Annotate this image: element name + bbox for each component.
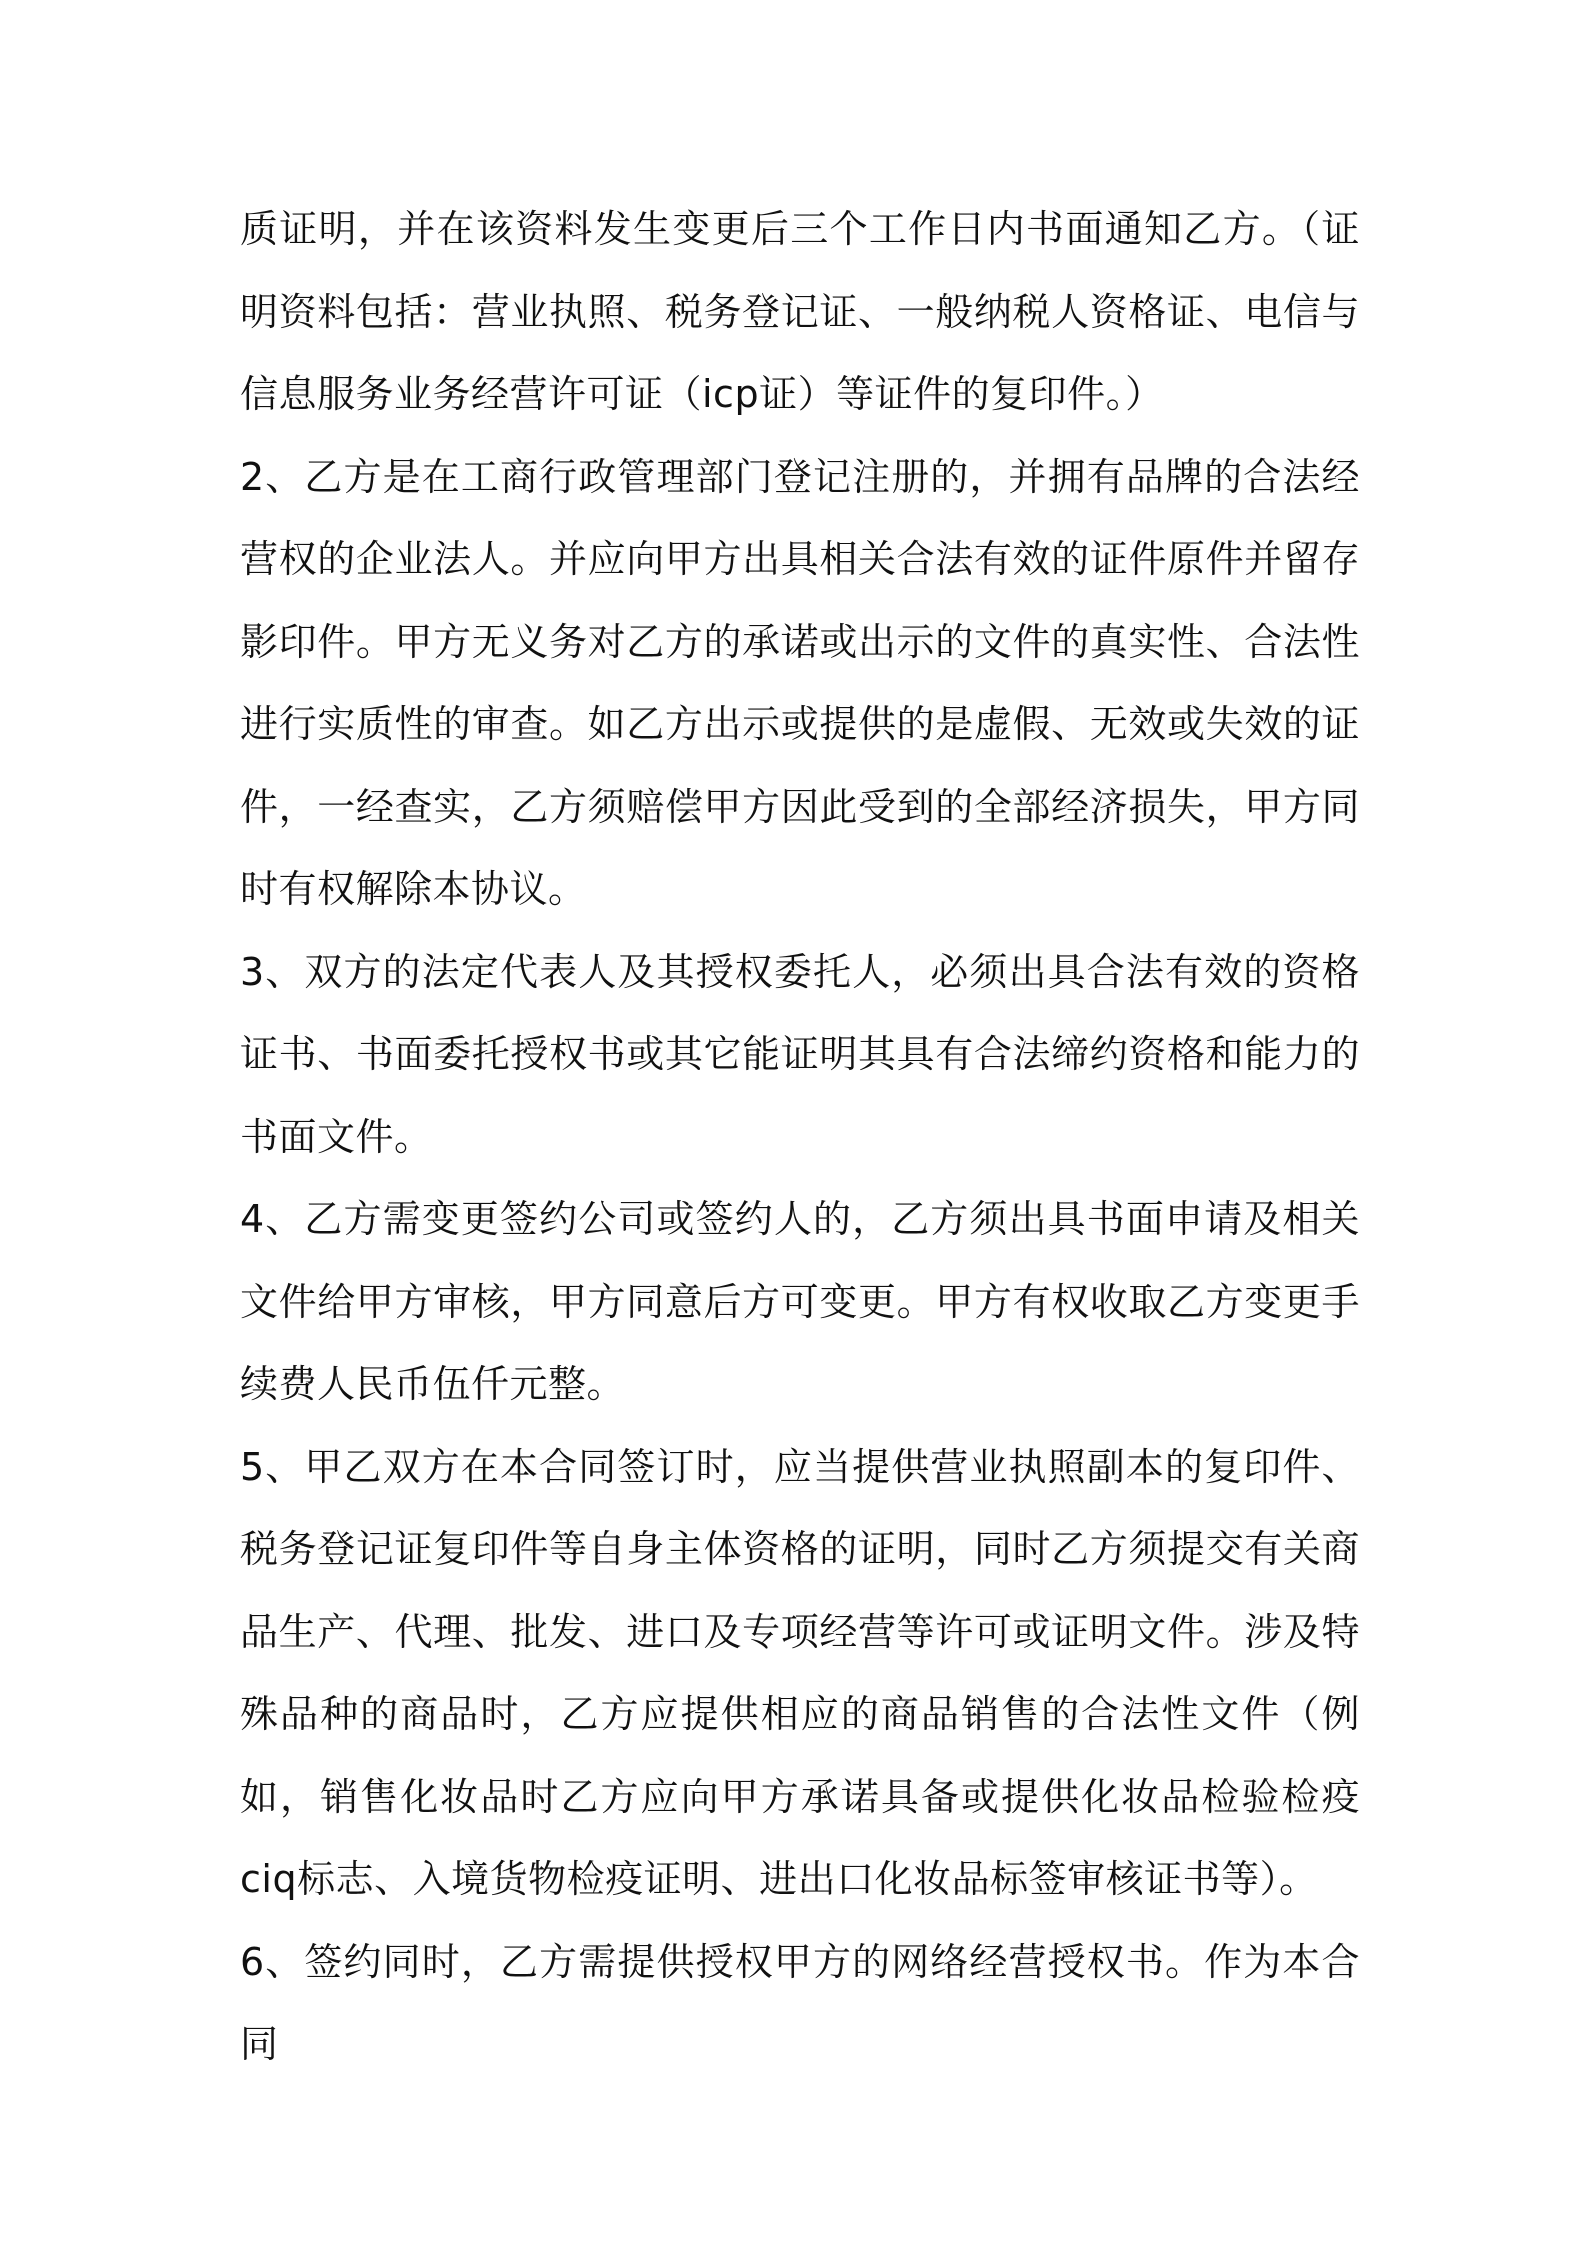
paragraph-5: 5、甲乙双方在本合同签订时，应当提供营业执照副本的复印件、税务登记证复印件等自身主体资格的证明，同时乙方须提交有关商品生产、代理、批发、进口及专项经营等许可或证明文件。涉及特殊品种的商品时，乙方应提供相应的商品销售的合法性文件（例如，销售化妆品时乙方应向甲方承诺具备或提供化妆品检验检疫ciq标志、入境货物检疫证明、进出口化妆品标签审核证书等）。 bbox=[240, 1444, 1360, 1901]
paragraph-1: 质证明，并在该资料发生变更后三个工作日内书面通知乙方。（证明资料包括：营业执照、税务登记证、一般纳税人资格证、电信与信息服务业务经营许可证（icp证）等证件的复印件。） bbox=[240, 207, 1360, 416]
paragraph-3: 3、双方的法定代表人及其授权委托人，必须出具合法有效的资格证书、书面委托授权书或其它能证明其具有合法缔约资格和能力的书面文件。 bbox=[240, 949, 1360, 1159]
paragraph-4: 4、乙方需变更签约公司或签约人的，乙方须出具书面申请及相关文件给甲方审核，甲方同意后方可变更。甲方有权收取乙方变更手续费人民币伍仟元整。 bbox=[240, 1197, 1360, 1406]
paragraph-6: 6、签约同时，乙方需提供授权甲方的网络经营授权书。作为本合同 bbox=[240, 1939, 1360, 2066]
document-body bbox=[240, 188, 1360, 2086]
paragraph-2: 2、乙方是在工商行政管理部门登记注册的，并拥有品牌的合法经营权的企业法人。并应向甲方出具相关合法有效的证件原件并留存影印件。甲方无义务对乙方的承诺或出示的文件的真实性、合法性进行实质性的审查。如乙方出示或提供的是虚假、无效或失效的证件，一经查实，乙方须赔偿甲方因此受到的全部经济损失，甲方同时有权解除本协议。 bbox=[240, 454, 1360, 911]
